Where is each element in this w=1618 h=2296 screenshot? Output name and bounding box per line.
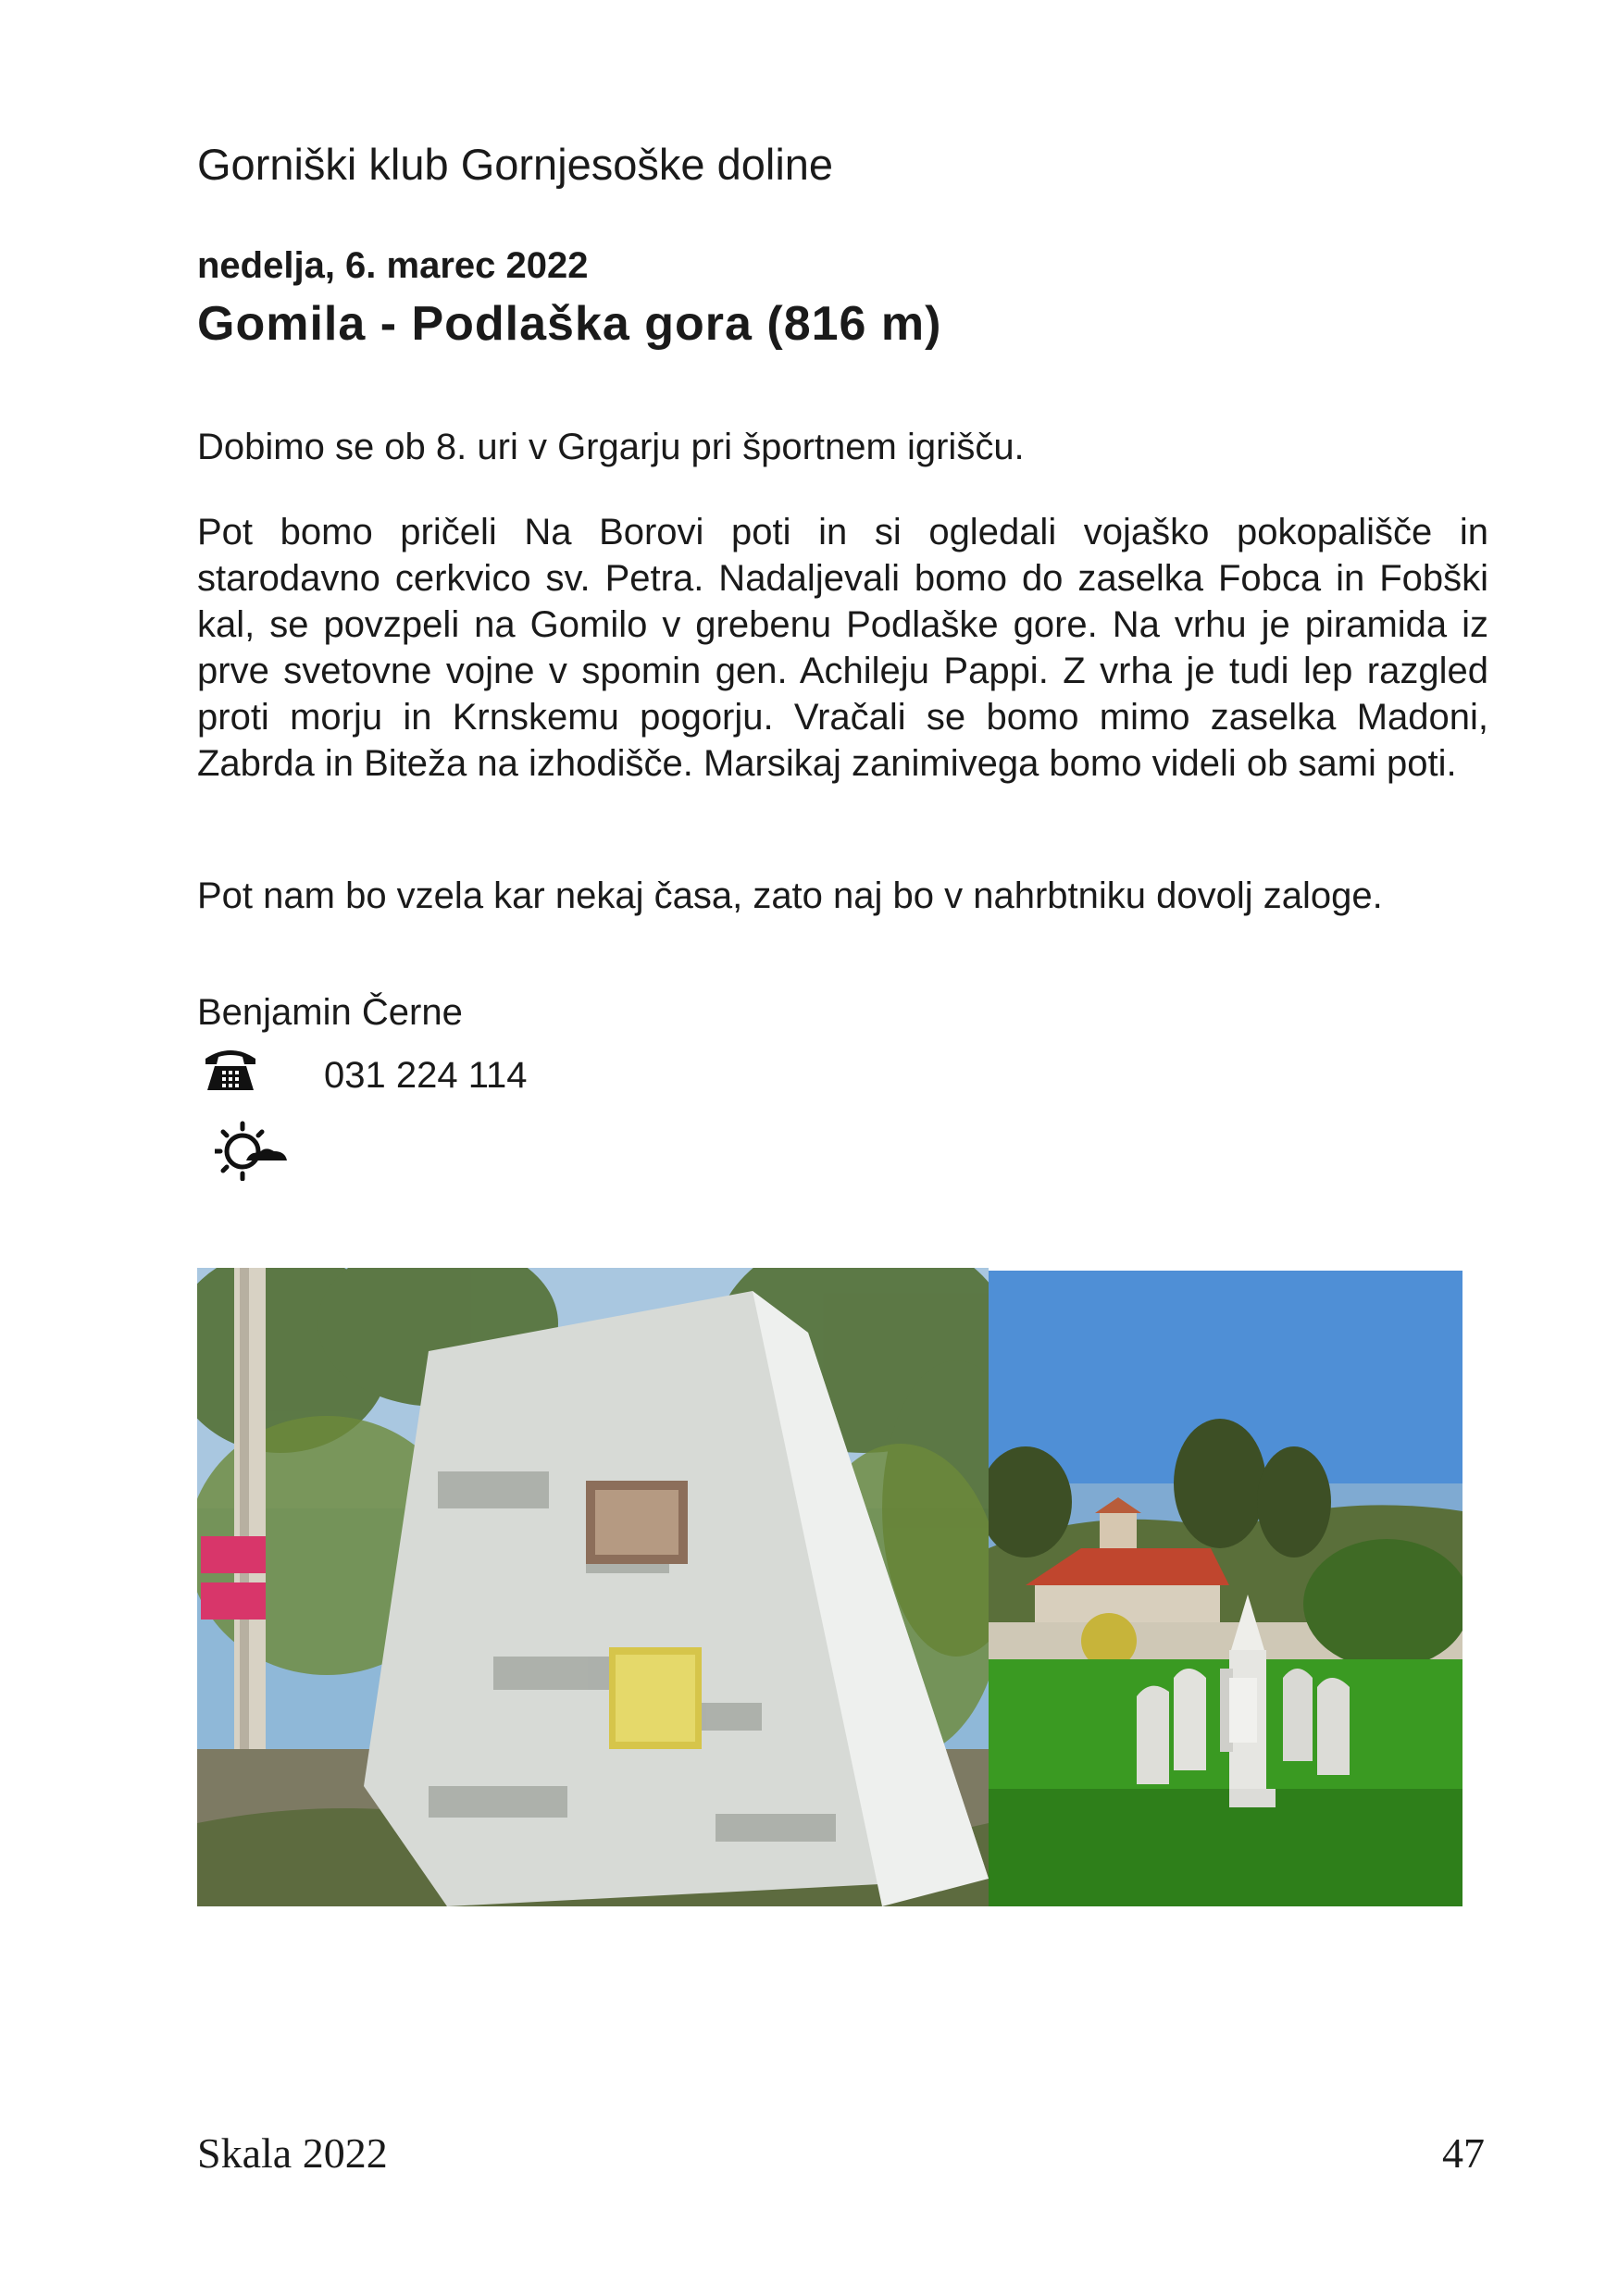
page-number: 47 (1442, 2129, 1485, 2177)
guide-name: Benjamin Černe (197, 992, 463, 1033)
note-paragraph: Pot nam bo vzela kar nekaj časa, zato naj bo v nahrbtniku dovolj zaloge. (197, 875, 1383, 916)
sun-cloud-icon (215, 1120, 291, 1181)
event-date: nedelja, 6. marec 2022 (197, 245, 589, 286)
telephone-icon (202, 1042, 259, 1094)
church-cemetery-photo (989, 1271, 1462, 1906)
phone-number: 031 224 114 (324, 1055, 528, 1096)
event-title: Gomila - Podlaška gora (816 m) (197, 297, 942, 351)
meeting-paragraph: Dobimo se ob 8. uri v Grgarju pri športnem igrišču. (197, 427, 1025, 467)
publication-name: Skala 2022 (197, 2129, 388, 2177)
pyramid-monument-photo (197, 1268, 989, 1906)
route-paragraph: Pot bomo pričeli Na Borovi poti in si ogledali vojaško pokopališče in starodavno cerkvico sv. Petra. Nadaljevali bomo do zaselka Fobca in Fobški kal, se povzpeli na Gomilo v grebenu Podlaške gore. Na vrhu je piramida iz prve svetovne vojne v spomin gen. Achileju Pappi. Z vrha je tudi lep razgled proti morju in Krnskemu pogorju. Vračali se bomo mimo zaselka Madoni, Zabrda in Biteža na izhodišče. Marsikaj zanimivega bomo videli ob sami poti. (197, 512, 1488, 784)
club-name: Gorniški klub Gornjesoške doline (197, 140, 834, 189)
